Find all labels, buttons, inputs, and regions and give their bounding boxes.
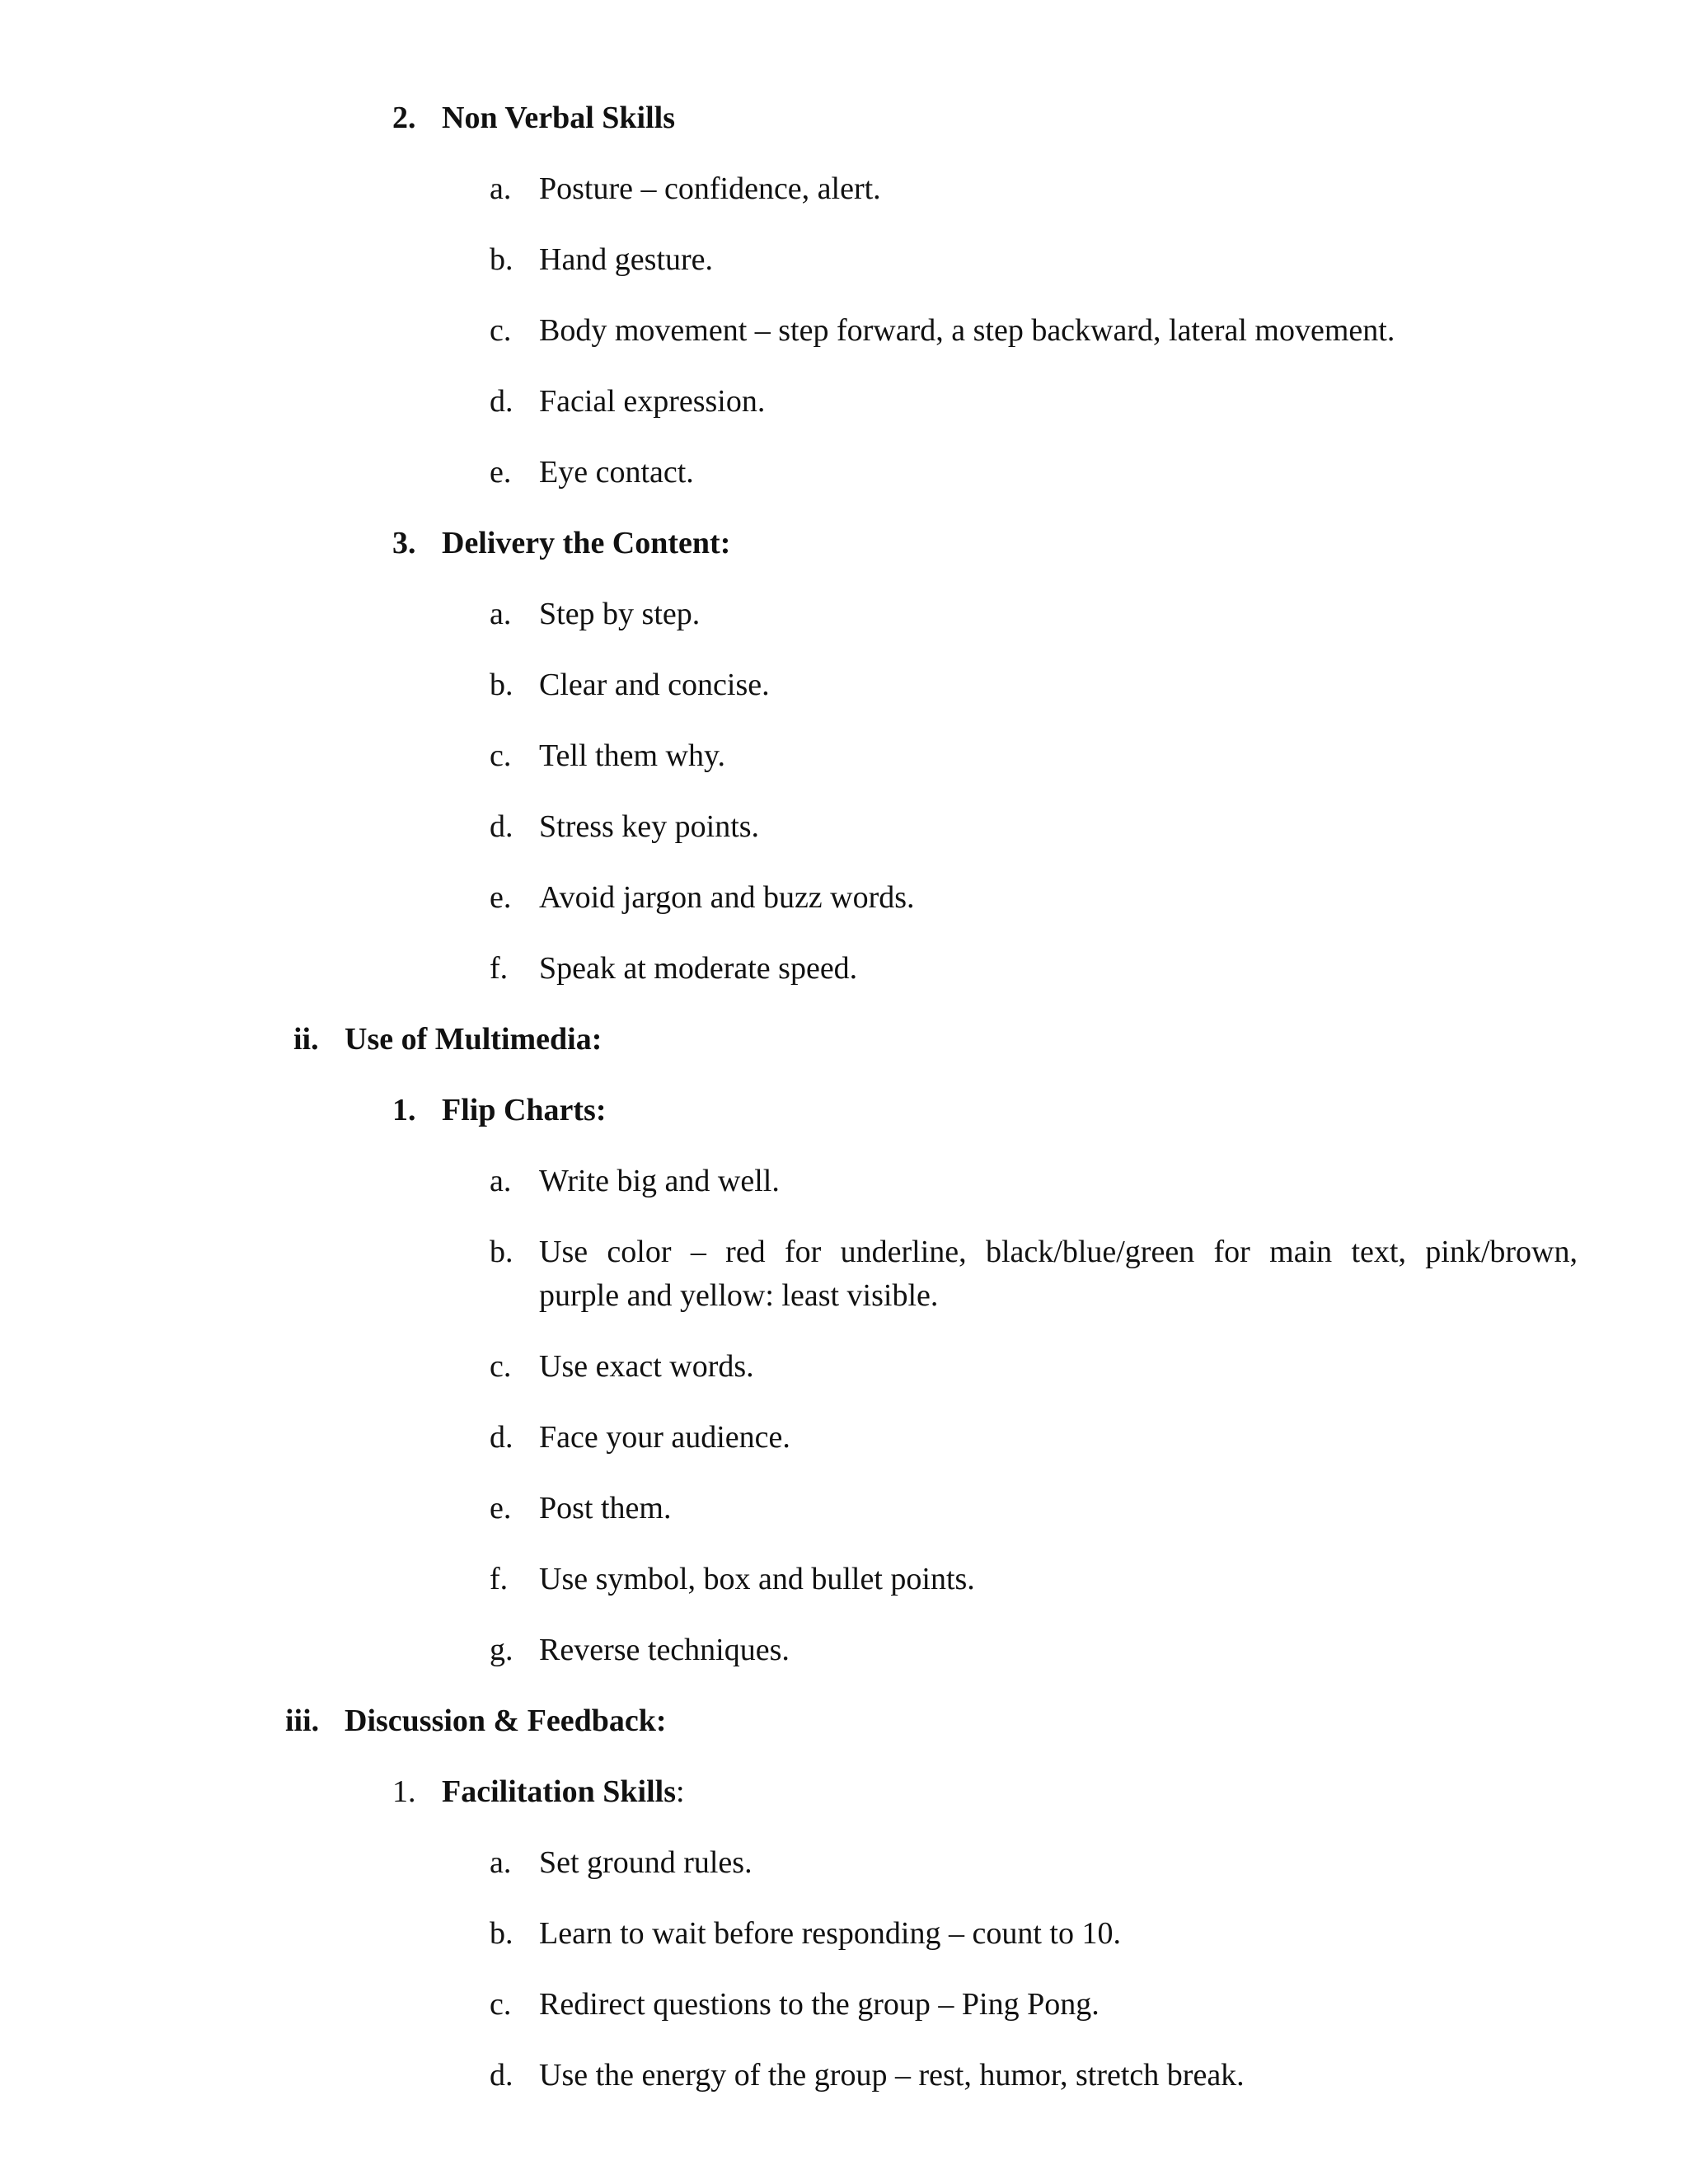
list-marker: 3. bbox=[392, 526, 416, 560]
list-marker: 1. bbox=[392, 1093, 416, 1127]
heading-text: Delivery the Content: bbox=[442, 526, 731, 560]
heading-text: Flip Charts: bbox=[442, 1093, 607, 1127]
heading-text: Discussion & Feedback: bbox=[345, 1704, 667, 1738]
list-item-text-justified: Use color – red for underline, black/blue/green for main text, pink/brown, bbox=[539, 1235, 1578, 1269]
heading-colon: : bbox=[675, 1774, 685, 1809]
heading-text: Use of Multimedia: bbox=[345, 1022, 603, 1057]
list-marker: 2. bbox=[392, 101, 416, 135]
list-marker: ii. bbox=[293, 1022, 319, 1057]
heading-text: Non Verbal Skills bbox=[442, 101, 675, 135]
heading-text: Facilitation Skills bbox=[442, 1774, 676, 1809]
list-marker: 1. bbox=[392, 1774, 416, 1809]
list-item-continuation: purple and yellow: least visible. bbox=[539, 1278, 939, 1313]
list-marker: iii. bbox=[285, 1704, 320, 1738]
